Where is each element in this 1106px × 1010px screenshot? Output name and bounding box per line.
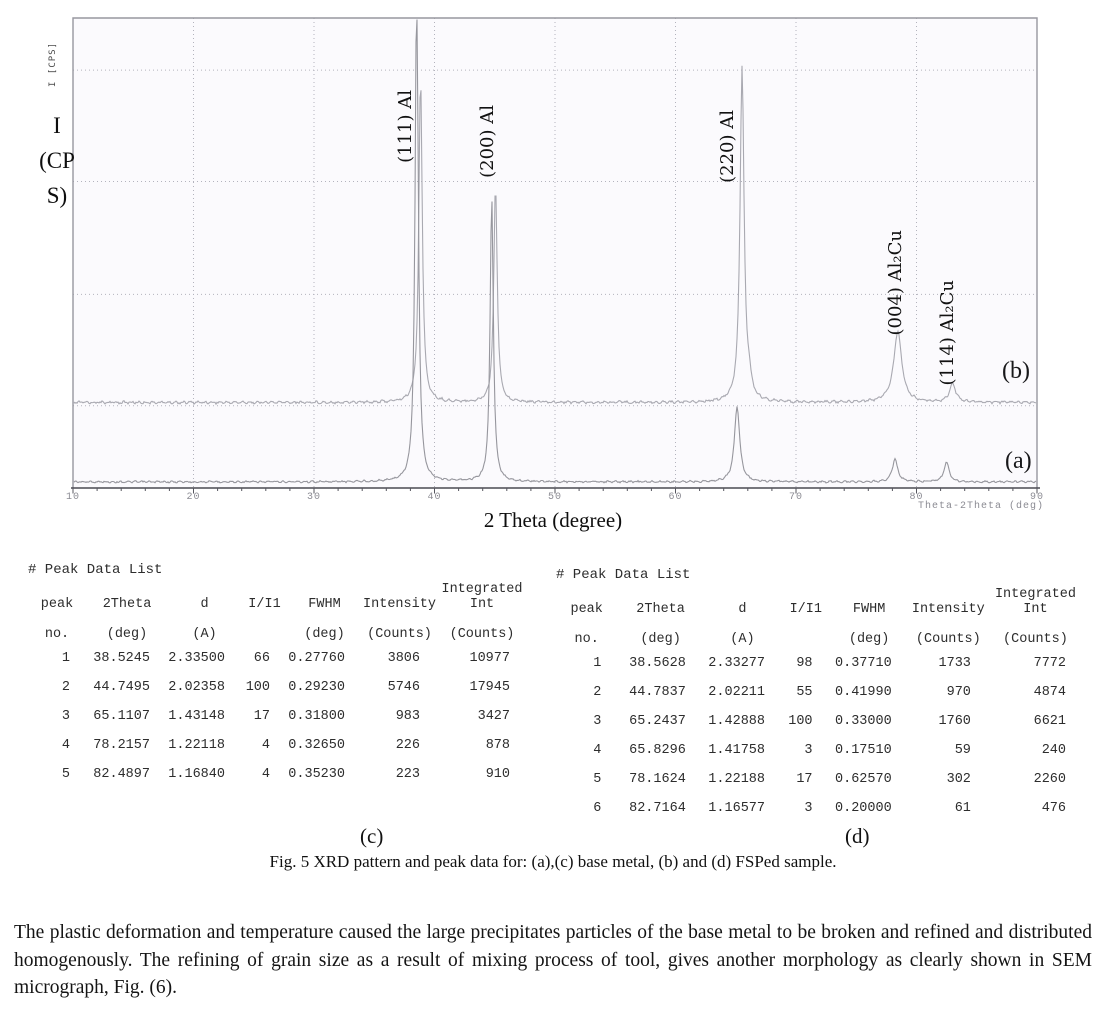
column-header: peak xyxy=(40,597,74,612)
peak-table-cell: 61 xyxy=(954,801,971,816)
x-tick-label: 30 xyxy=(306,492,321,503)
peak-table-cell: 2 xyxy=(593,685,602,700)
peak-table-cell: 4 xyxy=(593,743,602,758)
peak-table-cell: 2.02358 xyxy=(168,680,225,695)
peak-table-cell: 4 xyxy=(61,738,70,753)
peak-table-row xyxy=(556,736,1084,765)
column-header: (deg) xyxy=(304,627,345,642)
column-header: (Counts) xyxy=(1003,632,1068,647)
column-header: d xyxy=(200,597,209,612)
column-header xyxy=(243,614,288,644)
x-tick-label: 20 xyxy=(186,492,201,503)
peak-table-cell: 1.43148 xyxy=(168,709,225,724)
column-header: FWHM xyxy=(852,602,886,617)
x-tick-label: 10 xyxy=(65,492,80,503)
peak-table-cell: 878 xyxy=(485,738,510,753)
peak-table-cell: 78.1624 xyxy=(629,772,686,787)
column-header: (Counts) xyxy=(915,632,981,647)
peak-table-cell: 0.41990 xyxy=(835,685,892,700)
peak-table-cell: 4 xyxy=(261,738,270,753)
peak-table-cell: 3806 xyxy=(387,651,420,666)
peak-table-cell: 2.02211 xyxy=(708,685,766,700)
peak-table-cell: 0.17510 xyxy=(835,743,892,758)
peak-table-cell: 240 xyxy=(1041,743,1066,758)
peak-table-cell: 3 xyxy=(804,743,813,758)
peak-table-cell: 4 xyxy=(261,767,270,782)
peak-table-cell: 7772 xyxy=(1033,656,1066,671)
peak-table-cell: 82.4897 xyxy=(93,767,150,782)
y-axis-label-line2: (CP xyxy=(39,148,75,173)
peak-table-cell: 5 xyxy=(593,772,602,787)
peak-table-cell: 3 xyxy=(61,709,70,724)
x-tick-label: 90 xyxy=(1029,492,1044,503)
peak-table-cell: 6621 xyxy=(1033,714,1066,729)
peak-table-cell: 0.27760 xyxy=(288,651,345,666)
x-tick-label: 60 xyxy=(668,492,683,503)
peak-table-cell: 59 xyxy=(954,743,971,758)
peak-table-cell: 2.33500 xyxy=(168,651,225,666)
peak-table-cell: 2260 xyxy=(1033,772,1066,787)
y-axis-label-line3: S) xyxy=(46,183,68,208)
x-tick-label: 80 xyxy=(909,492,924,503)
peak-table-cell: 44.7837 xyxy=(629,685,686,700)
peak-table-row xyxy=(28,702,528,731)
column-header: (Counts) xyxy=(367,627,432,642)
column-header: 2Theta xyxy=(636,602,685,617)
column-header: FWHM xyxy=(308,597,341,612)
column-header: Integrated Int xyxy=(994,587,1076,617)
peak-data-table-c xyxy=(28,560,528,789)
peak-table-cell: 0.33000 xyxy=(835,714,892,729)
peak-table-cell: 100 xyxy=(788,714,813,729)
peak-annotation: (114) Al₂Cu xyxy=(937,279,958,385)
peak-data-table-d xyxy=(556,565,1084,823)
x-tick-label: 50 xyxy=(547,492,562,503)
series-label-b: (b) xyxy=(1002,358,1030,384)
column-header: Intensity xyxy=(911,602,985,617)
peak-table-row xyxy=(28,644,528,673)
panel-label-d: (d) xyxy=(845,824,870,848)
peak-table-row xyxy=(556,765,1084,794)
peak-table-cell: 1.22188 xyxy=(708,772,766,787)
peak-table-cell: 983 xyxy=(395,709,420,724)
peak-table-cell: 302 xyxy=(946,772,971,787)
axis-corner-note: Theta-2Theta (deg) xyxy=(918,501,1045,512)
peak-table-cell: 65.2437 xyxy=(629,714,686,729)
peak-table-row xyxy=(556,707,1084,736)
column-header: no. xyxy=(44,627,70,642)
column-header: (deg) xyxy=(106,627,148,642)
peak-table-cell: 100 xyxy=(245,680,270,695)
peak-table-cell: 1.41758 xyxy=(708,743,766,758)
column-header: Intensity xyxy=(363,597,436,612)
column-header xyxy=(783,619,831,649)
y-axis-label xyxy=(28,108,86,213)
peak-table-cell: 970 xyxy=(946,685,971,700)
peak-table xyxy=(28,582,528,789)
peak-table-cell: 38.5628 xyxy=(629,656,686,671)
peak-table-cell: 2 xyxy=(61,680,70,695)
peak-table-cell: 10977 xyxy=(469,651,510,666)
peak-table-cell: 3 xyxy=(804,801,813,816)
peak-table-cell: 476 xyxy=(1041,801,1066,816)
peak-table-cell: 0.29230 xyxy=(288,680,345,695)
peak-table-cell: 65.1107 xyxy=(93,709,150,724)
column-header: d xyxy=(738,602,747,617)
peak-table-cell: 17 xyxy=(253,709,270,724)
peak-table-cell: 0.62570 xyxy=(835,772,892,787)
y-axis-label-line1: I xyxy=(53,113,61,138)
peak-table-row xyxy=(556,794,1084,823)
peak-table-cell: 3427 xyxy=(477,709,510,724)
column-header: (deg) xyxy=(848,632,890,647)
peak-table-cell: 1.22118 xyxy=(168,738,225,753)
column-header: (Counts) xyxy=(449,627,515,642)
peak-table xyxy=(556,587,1084,823)
body-paragraph: The plastic deformation and temperature caused the large precipitates particles of the base metal to be broken and refined and distributed homogenously. The refining of grain size as a result of mixing process of tool, gives another morphology as clearly shown in SEM micrograph, Fig. (6). xyxy=(14,922,1092,998)
peak-table-cell: 0.20000 xyxy=(835,801,892,816)
peak-table-cell: 226 xyxy=(395,738,420,753)
peak-table-cell: 3 xyxy=(593,714,602,729)
peak-table-cell: 0.35230 xyxy=(288,767,345,782)
panel-label-c: (c) xyxy=(360,824,384,848)
peak-table-cell: 82.7164 xyxy=(629,801,686,816)
peak-table-cell: 55 xyxy=(796,685,813,700)
peak-table-cell: 1.16577 xyxy=(708,801,766,816)
column-header: peak xyxy=(570,602,603,617)
column-header: (A) xyxy=(192,627,217,642)
column-header: (A) xyxy=(730,632,755,647)
figure-caption: Fig. 5 XRD pattern and peak data for: (a),(c) base metal, (b) and (d) FSPed sample. xyxy=(269,852,837,871)
peak-table-cell: 0.37710 xyxy=(835,656,892,671)
peak-table-title: # Peak Data List xyxy=(28,562,163,578)
peak-table-cell: 98 xyxy=(796,656,813,671)
column-header: 2Theta xyxy=(102,597,152,612)
peak-table-cell: 5746 xyxy=(387,680,420,695)
column-header: no. xyxy=(574,632,599,647)
peak-table-cell: 78.2157 xyxy=(93,738,150,753)
peak-table-cell: 17 xyxy=(796,772,813,787)
peak-table-cell: 0.32650 xyxy=(288,738,345,753)
series-label-a: (a) xyxy=(1005,448,1032,474)
peak-table-cell: 1 xyxy=(593,656,602,671)
x-axis-label: 2 Theta (degree) xyxy=(483,508,623,532)
column-header: (deg) xyxy=(640,632,681,647)
peak-table-row xyxy=(28,673,528,702)
peak-table-row xyxy=(28,731,528,760)
x-tick-label: 70 xyxy=(788,492,803,503)
peak-table-cell: 17945 xyxy=(469,680,510,695)
peak-table-cell: 65.8296 xyxy=(629,743,686,758)
peak-table-cell: 66 xyxy=(253,651,270,666)
peak-table-cell: 6 xyxy=(593,801,602,816)
peak-annotation: (220) Al xyxy=(717,110,738,183)
y-axis-label-rotated: I [CPS] xyxy=(48,42,58,87)
peak-table-row xyxy=(556,678,1084,707)
peak-table-cell: 2.33277 xyxy=(708,656,766,671)
x-tick-label: 40 xyxy=(427,492,442,503)
peak-annotation: (004) Al₂Cu xyxy=(885,229,906,335)
peak-table-row xyxy=(28,760,528,789)
peak-annotation: (200) Al xyxy=(477,105,498,178)
peak-table-cell: 5 xyxy=(61,767,70,782)
peak-table-cell: 44.7495 xyxy=(93,680,150,695)
peak-table-cell: 1 xyxy=(61,651,70,666)
peak-table-cell: 0.31800 xyxy=(288,709,345,724)
peak-annotation: (111) Al xyxy=(395,90,416,163)
peak-table-row xyxy=(556,649,1084,678)
peak-table-cell: 910 xyxy=(485,767,510,782)
column-header: I/I1 xyxy=(248,597,281,612)
peak-table-title: # Peak Data List xyxy=(556,567,691,583)
column-header: I/I1 xyxy=(789,602,822,617)
peak-table-cell: 1.16840 xyxy=(168,767,225,782)
column-header: Integrated Int xyxy=(441,582,523,612)
peak-table-cell: 38.5245 xyxy=(93,651,150,666)
peak-table-cell: 1.42888 xyxy=(708,714,766,729)
peak-table-cell: 1760 xyxy=(938,714,971,729)
peak-table-cell: 1733 xyxy=(938,656,971,671)
peak-table-cell: 4874 xyxy=(1033,685,1066,700)
peak-table-cell: 223 xyxy=(395,767,420,782)
